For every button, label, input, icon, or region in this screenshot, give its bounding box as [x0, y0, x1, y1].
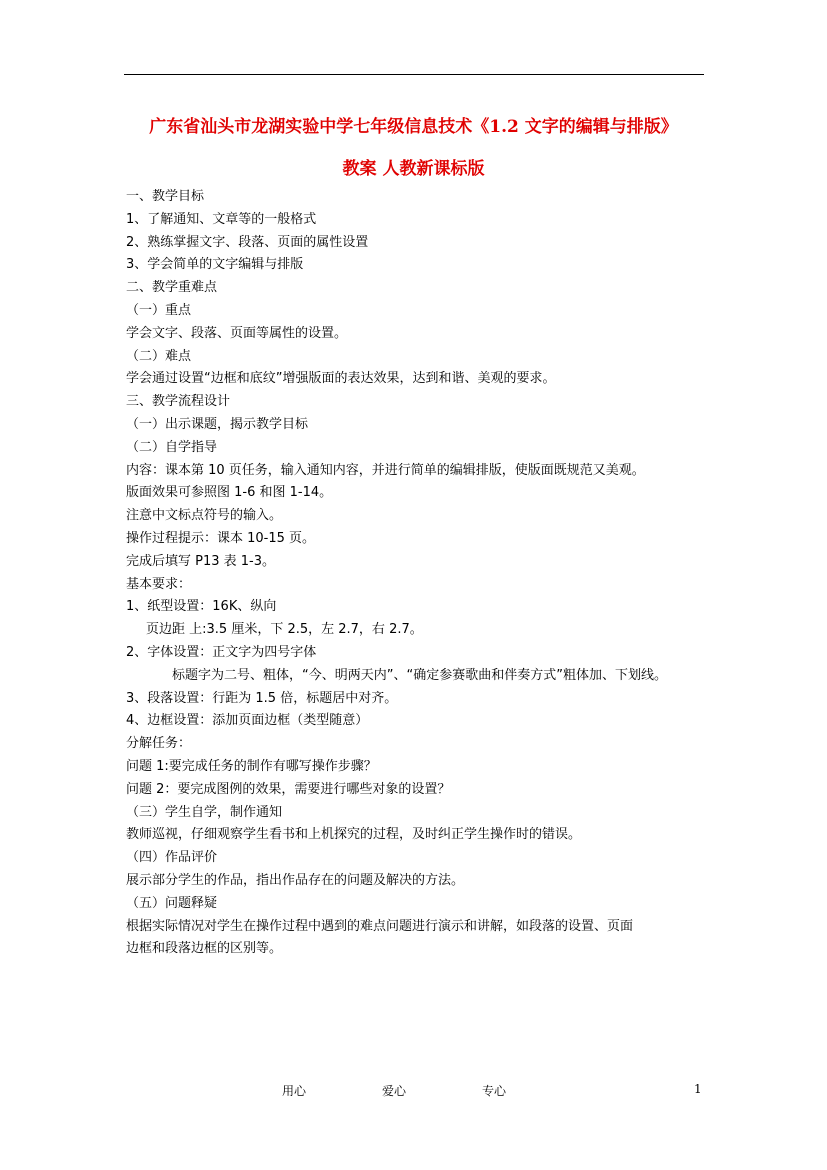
body-line: 3、学会简单的文字编辑与排版 [126, 257, 304, 273]
body-line: 页边距 上:3.5 厘米，下 2.5，左 2.7，右 2.7。 [146, 622, 423, 638]
body-line: 3、段落设置：行距为 1.5 倍，标题居中对齐。 [126, 690, 398, 706]
body-line: （二）难点 [126, 348, 192, 364]
body-line: 完成后填写 P13 表 1-3。 [126, 553, 276, 569]
body-line: 操作过程提示：课本 10-15 页。 [126, 530, 316, 546]
page-number: 1 [694, 1082, 702, 1096]
body-line: （三）学生自学，制作通知 [126, 804, 283, 820]
document-title-line-2: 教案 人教新课标版 [342, 159, 485, 179]
body-line: 1、纸型设置：16K、纵向 [126, 599, 277, 615]
body-line: （二）自学指导 [126, 439, 218, 455]
body-line: （一）出示课题，揭示教学目标 [126, 416, 309, 432]
body-line: 1、了解通知、文章等的一般格式 [126, 211, 317, 227]
body-line: （五）问题释疑 [126, 895, 218, 911]
body-line: 三、教学流程设计 [126, 394, 231, 410]
footer-motto-left: 用心 [282, 1084, 307, 1098]
body-line: 分解任务： [126, 736, 192, 752]
body-line: 边框和段落边框的区别等。 [126, 941, 283, 957]
body-line: 2、字体设置：正文字为四号字体 [126, 644, 317, 660]
body-line: 展示部分学生的作品，指出作品存在的问题及解决的方法。 [126, 872, 465, 888]
body-line: 二、教学重难点 [126, 280, 218, 296]
body-line: 版面效果可参照图 1-6 和图 1-14。 [126, 485, 333, 501]
body-line: 2、熟练掌握文字、段落、页面的属性设置 [126, 234, 369, 250]
body-line: 4、边框设置：添加页面边框（类型随意） [126, 713, 369, 729]
body-line: 内容：课本第 10 页任务，输入通知内容，并进行简单的编辑排版，使版面既规范又美观。 [126, 462, 645, 478]
body-line: （四）作品评价 [126, 850, 218, 866]
body-line: （一）重点 [126, 302, 192, 318]
body-line: 教师巡视，仔细观察学生看书和上机探究的过程，及时纠正学生操作时的错误。 [126, 827, 582, 843]
body-line: 学会文字、段落、页面等属性的设置。 [126, 325, 348, 341]
body-line: 注意中文标点符号的输入。 [126, 508, 283, 524]
page-footer [0, 1082, 827, 1102]
document-title-line-1: 广东省汕头市龙湖实验中学七年级信息技术《1.2 文字的编辑与排版》 [149, 117, 678, 137]
body-line: 根据实际情况对学生在操作过程中遇到的难点问题进行演示和讲解，如段落的设置、页面 [126, 918, 634, 934]
body-line: 问题 1:要完成任务的制作有哪写操作步骤？ [126, 758, 377, 774]
header-rule [124, 74, 704, 75]
body-line: 学会通过设置“边框和底纹”增强版面的表达效果，达到和谐、美观的要求。 [126, 371, 556, 387]
document-body [126, 186, 726, 961]
body-line: 标题字为二号、粗体，“今、明两天内”、“确定参赛歌曲和伴奏方式”粗体加、下划线。 [172, 667, 667, 683]
footer-motto-right: 专心 [482, 1084, 507, 1098]
body-line: 问题 2：要完成图例的效果，需要进行哪些对象的设置？ [126, 781, 451, 797]
body-line: 一、教学目标 [126, 189, 205, 204]
body-line: 基本要求： [126, 576, 192, 592]
footer-motto-middle: 爱心 [382, 1084, 407, 1098]
